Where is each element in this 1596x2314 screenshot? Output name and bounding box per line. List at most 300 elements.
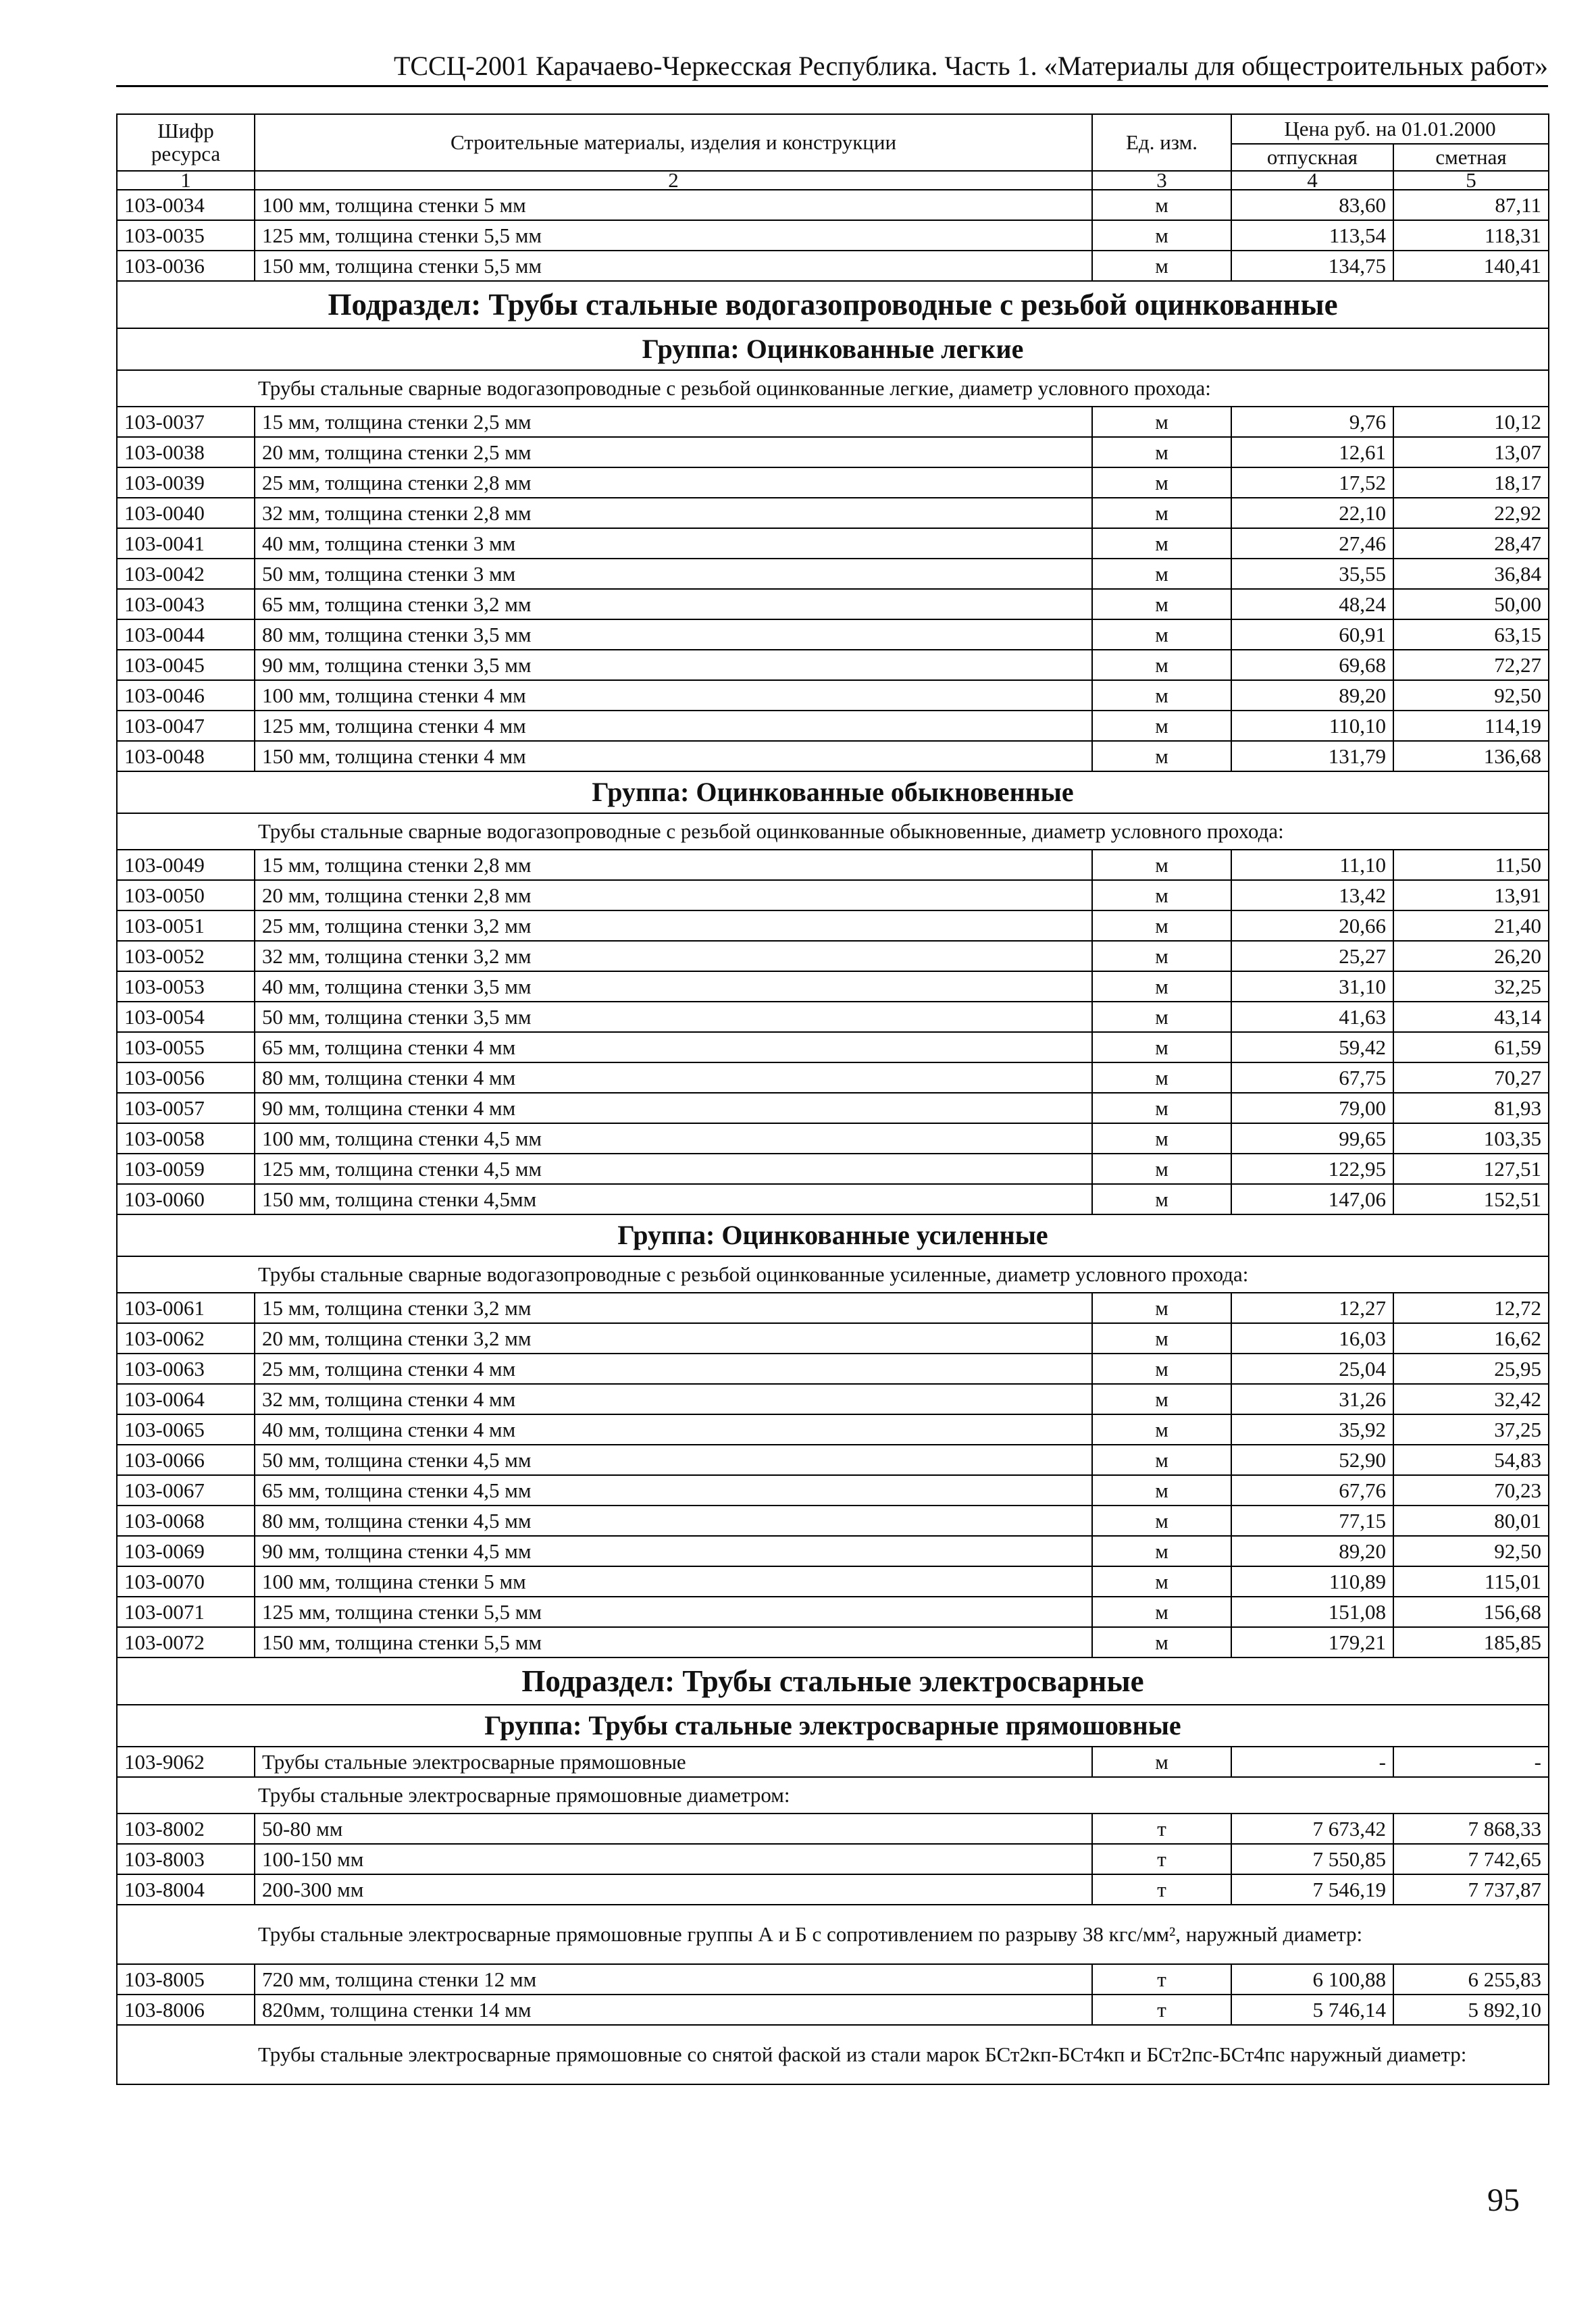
estimate-price: 13,91 <box>1393 880 1549 910</box>
unit-cell: м <box>1092 1123 1231 1154</box>
description-row <box>117 1256 1549 1293</box>
estimate-price: 103,35 <box>1393 1123 1549 1154</box>
estimate-price: 5 892,10 <box>1393 1995 1549 2025</box>
estimate-price: 114,19 <box>1393 711 1549 741</box>
material-name: 40 мм, толщина стенки 3,5 мм <box>255 971 1092 1002</box>
table-row <box>117 1814 1549 1844</box>
release-price: 99,65 <box>1231 1123 1393 1154</box>
page-number: 95 <box>1487 2182 1520 2218</box>
unit-cell: м <box>1092 1062 1231 1093</box>
table-row <box>117 1844 1549 1874</box>
release-price: 122,95 <box>1231 1154 1393 1184</box>
estimate-price: 10,12 <box>1393 407 1549 437</box>
release-price: 151,08 <box>1231 1597 1393 1627</box>
release-price: 69,68 <box>1231 650 1393 680</box>
estimate-price: 26,20 <box>1393 941 1549 971</box>
release-price: 31,10 <box>1231 971 1393 1002</box>
unit-cell: м <box>1092 407 1231 437</box>
resource-code: 103-0044 <box>117 619 255 650</box>
estimate-price: 156,68 <box>1393 1597 1549 1627</box>
release-price: 131,79 <box>1231 741 1393 771</box>
release-price: 27,46 <box>1231 528 1393 559</box>
unit-cell: м <box>1092 1475 1231 1506</box>
material-name: 15 мм, толщина стенки 2,8 мм <box>255 850 1092 880</box>
subsection-row <box>117 1657 1549 1705</box>
material-name: 50 мм, толщина стенки 4,5 мм <box>255 1445 1092 1475</box>
unit-cell: м <box>1092 251 1231 281</box>
resource-code: 103-0061 <box>117 1293 255 1323</box>
description-row <box>117 813 1549 850</box>
resource-code: 103-9062 <box>117 1747 255 1777</box>
resource-code: 103-0057 <box>117 1093 255 1123</box>
description-row <box>117 1905 1549 1964</box>
estimate-price: 7 742,65 <box>1393 1844 1549 1874</box>
release-price: 60,91 <box>1231 619 1393 650</box>
col-number: 5 <box>1393 171 1549 190</box>
material-name: 32 мм, толщина стенки 3,2 мм <box>255 941 1092 971</box>
col-number: 3 <box>1092 171 1231 190</box>
unit-cell: м <box>1092 880 1231 910</box>
estimate-price: 43,14 <box>1393 1002 1549 1032</box>
unit-cell: м <box>1092 650 1231 680</box>
table-body <box>117 190 1549 2084</box>
table-row <box>117 1184 1549 1214</box>
material-name: 25 мм, толщина стенки 4 мм <box>255 1354 1092 1384</box>
estimate-price: - <box>1393 1747 1549 1777</box>
estimate-price: 13,07 <box>1393 437 1549 467</box>
estimate-price: 25,95 <box>1393 1354 1549 1384</box>
estimate-price: 152,51 <box>1393 1184 1549 1214</box>
material-name: 125 мм, толщина стенки 4 мм <box>255 711 1092 741</box>
release-price: 35,55 <box>1231 559 1393 589</box>
table-row <box>117 1354 1549 1384</box>
unit-cell: м <box>1092 467 1231 498</box>
release-price: 12,61 <box>1231 437 1393 467</box>
release-price: 7 546,19 <box>1231 1874 1393 1905</box>
resource-code: 103-0036 <box>117 251 255 281</box>
col-name-header: Строительные материалы, изделия и конструкции <box>255 114 1092 171</box>
table-row <box>117 467 1549 498</box>
estimate-price: 7 868,33 <box>1393 1814 1549 1844</box>
unit-cell: т <box>1092 1995 1231 2025</box>
material-name: Трубы стальные электросварные прямошовные <box>255 1747 1092 1777</box>
material-name: 40 мм, толщина стенки 3 мм <box>255 528 1092 559</box>
unit-cell: м <box>1092 220 1231 251</box>
estimate-price: 28,47 <box>1393 528 1549 559</box>
release-price: 110,10 <box>1231 711 1393 741</box>
resource-code: 103-0035 <box>117 220 255 251</box>
unit-cell: м <box>1092 741 1231 771</box>
resource-code: 103-0039 <box>117 467 255 498</box>
description-row <box>117 1777 1549 1814</box>
release-price: 83,60 <box>1231 190 1393 220</box>
table-row <box>117 1002 1549 1032</box>
col-release-header: отпускная <box>1231 144 1393 171</box>
material-name: 40 мм, толщина стенки 4 мм <box>255 1414 1092 1445</box>
estimate-price: 87,11 <box>1393 190 1549 220</box>
description-text: Трубы стальные сварные водогазопроводные с резьбой оцинкованные усиленные, диаметр условного прохода: <box>117 1256 1549 1293</box>
resource-code: 103-0067 <box>117 1475 255 1506</box>
group-row <box>117 328 1549 370</box>
resource-code: 103-0071 <box>117 1597 255 1627</box>
resource-code: 103-8006 <box>117 1995 255 2025</box>
unit-cell: м <box>1092 1566 1231 1597</box>
unit-cell: м <box>1092 1032 1231 1062</box>
estimate-price: 72,27 <box>1393 650 1549 680</box>
material-name: 100 мм, толщина стенки 4,5 мм <box>255 1123 1092 1154</box>
resource-code: 103-0064 <box>117 1384 255 1414</box>
release-price: - <box>1231 1747 1393 1777</box>
release-price: 22,10 <box>1231 498 1393 528</box>
table-row <box>117 1293 1549 1323</box>
resource-code: 103-0047 <box>117 711 255 741</box>
page-header <box>116 47 1548 87</box>
table-row <box>117 1032 1549 1062</box>
material-name: 50 мм, толщина стенки 3,5 мм <box>255 1002 1092 1032</box>
unit-cell: м <box>1092 528 1231 559</box>
release-price: 7 673,42 <box>1231 1814 1393 1844</box>
resource-code: 103-0051 <box>117 910 255 941</box>
material-name: 20 мм, толщина стенки 2,5 мм <box>255 437 1092 467</box>
material-name: 15 мм, толщина стенки 3,2 мм <box>255 1293 1092 1323</box>
release-price: 52,90 <box>1231 1445 1393 1475</box>
material-name: 32 мм, толщина стенки 4 мм <box>255 1384 1092 1414</box>
description-text: Трубы стальные сварные водогазопроводные с резьбой оцинкованные обыкновенные, диаметр условного прохода: <box>117 813 1549 850</box>
release-price: 13,42 <box>1231 880 1393 910</box>
estimate-price: 115,01 <box>1393 1566 1549 1597</box>
unit-cell: т <box>1092 1814 1231 1844</box>
table-row <box>117 711 1549 741</box>
estimate-price: 36,84 <box>1393 559 1549 589</box>
resource-code: 103-0066 <box>117 1445 255 1475</box>
table-row <box>117 971 1549 1002</box>
unit-cell: м <box>1092 559 1231 589</box>
resource-code: 103-0052 <box>117 941 255 971</box>
unit-cell: м <box>1092 1414 1231 1445</box>
unit-cell: м <box>1092 589 1231 619</box>
release-price: 77,15 <box>1231 1506 1393 1536</box>
group-row <box>117 1705 1549 1747</box>
table-row <box>117 650 1549 680</box>
material-name: 80 мм, толщина стенки 4,5 мм <box>255 1506 1092 1536</box>
resource-code: 103-0068 <box>117 1506 255 1536</box>
resource-code: 103-0042 <box>117 559 255 589</box>
estimate-price: 61,59 <box>1393 1032 1549 1062</box>
description-text: Трубы стальные сварные водогазопроводные с резьбой оцинкованные легкие, диаметр условного прохода: <box>117 370 1549 407</box>
resource-code: 103-0055 <box>117 1032 255 1062</box>
resource-code: 103-0048 <box>117 741 255 771</box>
unit-cell: м <box>1092 1597 1231 1627</box>
resource-code: 103-0037 <box>117 407 255 437</box>
material-name: 50-80 мм <box>255 1814 1092 1844</box>
release-price: 9,76 <box>1231 407 1393 437</box>
release-price: 7 550,85 <box>1231 1844 1393 1874</box>
subsection-title: Подраздел: Трубы стальные водогазопроводные с резьбой оцинкованные <box>117 281 1549 328</box>
col-number: 4 <box>1231 171 1393 190</box>
release-price: 89,20 <box>1231 1536 1393 1566</box>
estimate-price: 16,62 <box>1393 1323 1549 1354</box>
resource-code: 103-0043 <box>117 589 255 619</box>
unit-cell: м <box>1092 1384 1231 1414</box>
table-row <box>117 1154 1549 1184</box>
unit-cell: м <box>1092 971 1231 1002</box>
page-header-title: ТССЦ-2001 Карачаево-Черкесская Республика. Часть 1. «Материалы для общестроительных работ» <box>393 51 1548 81</box>
unit-cell: м <box>1092 1293 1231 1323</box>
table-row <box>117 1093 1549 1123</box>
unit-cell: м <box>1092 1506 1231 1536</box>
table-row <box>117 1445 1549 1475</box>
unit-cell: м <box>1092 1445 1231 1475</box>
unit-cell: м <box>1092 190 1231 220</box>
estimate-price: 18,17 <box>1393 467 1549 498</box>
estimate-price: 127,51 <box>1393 1154 1549 1184</box>
estimate-price: 6 255,83 <box>1393 1964 1549 1995</box>
resource-code: 103-0059 <box>117 1154 255 1184</box>
estimate-price: 32,42 <box>1393 1384 1549 1414</box>
release-price: 48,24 <box>1231 589 1393 619</box>
unit-cell: м <box>1092 1093 1231 1123</box>
material-name: 100-150 мм <box>255 1844 1092 1874</box>
material-name: 65 мм, толщина стенки 4,5 мм <box>255 1475 1092 1506</box>
resource-code: 103-0072 <box>117 1627 255 1657</box>
estimate-price: 70,27 <box>1393 1062 1549 1093</box>
estimate-price: 140,41 <box>1393 251 1549 281</box>
table-row <box>117 589 1549 619</box>
material-name: 15 мм, толщина стенки 2,5 мм <box>255 407 1092 437</box>
release-price: 6 100,88 <box>1231 1964 1393 1995</box>
release-price: 5 746,14 <box>1231 1995 1393 2025</box>
material-name: 125 мм, толщина стенки 5,5 мм <box>255 1597 1092 1627</box>
resource-code: 103-8002 <box>117 1814 255 1844</box>
material-name: 65 мм, толщина стенки 4 мм <box>255 1032 1092 1062</box>
material-name: 90 мм, толщина стенки 3,5 мм <box>255 650 1092 680</box>
resource-code: 103-0045 <box>117 650 255 680</box>
col-code-header: Шифр ресурса <box>117 114 255 171</box>
table-row <box>117 1874 1549 1905</box>
release-price: 147,06 <box>1231 1184 1393 1214</box>
release-price: 113,54 <box>1231 220 1393 251</box>
col-number: 2 <box>255 171 1092 190</box>
table-row <box>117 498 1549 528</box>
material-name: 100 мм, толщина стенки 5 мм <box>255 190 1092 220</box>
description-row <box>117 370 1549 407</box>
material-name: 150 мм, толщина стенки 5,5 мм <box>255 251 1092 281</box>
estimate-price: 22,92 <box>1393 498 1549 528</box>
material-name: 80 мм, толщина стенки 4 мм <box>255 1062 1092 1093</box>
material-name: 80 мм, толщина стенки 3,5 мм <box>255 619 1092 650</box>
material-name: 100 мм, толщина стенки 5 мм <box>255 1566 1092 1597</box>
resource-code: 103-0053 <box>117 971 255 1002</box>
unit-cell: т <box>1092 1874 1231 1905</box>
unit-cell: т <box>1092 1844 1231 1874</box>
material-name: 100 мм, толщина стенки 4 мм <box>255 680 1092 711</box>
material-name: 20 мм, толщина стенки 3,2 мм <box>255 1323 1092 1354</box>
unit-cell: м <box>1092 1354 1231 1384</box>
material-name: 90 мм, толщина стенки 4,5 мм <box>255 1536 1092 1566</box>
col-unit-header: Ед. изм. <box>1092 114 1231 171</box>
subsection-title: Подраздел: Трубы стальные электросварные <box>117 1657 1549 1705</box>
unit-cell: т <box>1092 1964 1231 1995</box>
table-row <box>117 1964 1549 1995</box>
material-name: 90 мм, толщина стенки 4 мм <box>255 1093 1092 1123</box>
resource-code: 103-0041 <box>117 528 255 559</box>
resource-code: 103-0060 <box>117 1184 255 1214</box>
group-row <box>117 1214 1549 1256</box>
resource-code: 103-0065 <box>117 1414 255 1445</box>
resource-code: 103-0034 <box>117 190 255 220</box>
description-text: Трубы стальные электросварные прямошовные диаметром: <box>117 1777 1549 1814</box>
resource-code: 103-0056 <box>117 1062 255 1093</box>
material-name: 50 мм, толщина стенки 3 мм <box>255 559 1092 589</box>
material-name: 150 мм, толщина стенки 5,5 мм <box>255 1627 1092 1657</box>
release-price: 59,42 <box>1231 1032 1393 1062</box>
estimate-price: 12,72 <box>1393 1293 1549 1323</box>
release-price: 25,27 <box>1231 941 1393 971</box>
estimate-price: 185,85 <box>1393 1627 1549 1657</box>
unit-cell: м <box>1092 711 1231 741</box>
release-price: 67,76 <box>1231 1475 1393 1506</box>
group-title: Группа: Оцинкованные усиленные <box>117 1214 1549 1256</box>
group-title: Группа: Оцинкованные обыкновенные <box>117 771 1549 813</box>
unit-cell: м <box>1092 850 1231 880</box>
resource-code: 103-0069 <box>117 1536 255 1566</box>
table-header <box>117 114 1549 190</box>
release-price: 20,66 <box>1231 910 1393 941</box>
release-price: 31,26 <box>1231 1384 1393 1414</box>
release-price: 12,27 <box>1231 1293 1393 1323</box>
resource-code: 103-0070 <box>117 1566 255 1597</box>
material-name: 125 мм, толщина стенки 5,5 мм <box>255 220 1092 251</box>
subsection-row <box>117 281 1549 328</box>
table-row <box>117 1747 1549 1777</box>
group-title: Группа: Оцинкованные легкие <box>117 328 1549 370</box>
unit-cell: м <box>1092 1627 1231 1657</box>
table-row <box>117 437 1549 467</box>
table-row <box>117 680 1549 711</box>
material-name: 125 мм, толщина стенки 4,5 мм <box>255 1154 1092 1184</box>
table-row <box>117 850 1549 880</box>
material-name: 65 мм, толщина стенки 3,2 мм <box>255 589 1092 619</box>
release-price: 16,03 <box>1231 1323 1393 1354</box>
unit-cell: м <box>1092 437 1231 467</box>
table-row <box>117 1627 1549 1657</box>
estimate-price: 11,50 <box>1393 850 1549 880</box>
material-name: 25 мм, толщина стенки 2,8 мм <box>255 467 1092 498</box>
table-row <box>117 910 1549 941</box>
col-estimate-header: сметная <box>1393 144 1549 171</box>
estimate-price: 81,93 <box>1393 1093 1549 1123</box>
unit-cell: м <box>1092 1747 1231 1777</box>
material-name: 150 мм, толщина стенки 4,5мм <box>255 1184 1092 1214</box>
price-table <box>116 113 1549 2085</box>
resource-code: 103-0050 <box>117 880 255 910</box>
unit-cell: м <box>1092 1002 1231 1032</box>
unit-cell: м <box>1092 1536 1231 1566</box>
resource-code: 103-0063 <box>117 1354 255 1384</box>
estimate-price: 21,40 <box>1393 910 1549 941</box>
resource-code: 103-8005 <box>117 1964 255 1995</box>
table-row <box>117 1597 1549 1627</box>
estimate-price: 54,83 <box>1393 1445 1549 1475</box>
col-price-header: Цена руб. на 01.01.2000 <box>1231 114 1549 144</box>
description-text: Трубы стальные электросварные прямошовные группы А и Б с сопротивлением по разрыву 38 кгс/мм², наружный диаметр: <box>117 1905 1549 1964</box>
material-name: 20 мм, толщина стенки 2,8 мм <box>255 880 1092 910</box>
table-row <box>117 741 1549 771</box>
release-price: 134,75 <box>1231 251 1393 281</box>
resource-code: 103-0046 <box>117 680 255 711</box>
material-name: 820мм, толщина стенки 14 мм <box>255 1995 1092 2025</box>
estimate-price: 70,23 <box>1393 1475 1549 1506</box>
table-row <box>117 251 1549 281</box>
release-price: 179,21 <box>1231 1627 1393 1657</box>
unit-cell: м <box>1092 1184 1231 1214</box>
resource-code: 103-8003 <box>117 1844 255 1874</box>
release-price: 25,04 <box>1231 1354 1393 1384</box>
release-price: 41,63 <box>1231 1002 1393 1032</box>
resource-code: 103-0049 <box>117 850 255 880</box>
resource-code: 103-0062 <box>117 1323 255 1354</box>
description-row <box>117 2025 1549 2084</box>
table-row <box>117 1536 1549 1566</box>
table-row <box>117 1123 1549 1154</box>
estimate-price: 32,25 <box>1393 971 1549 1002</box>
release-price: 11,10 <box>1231 850 1393 880</box>
resource-code: 103-0054 <box>117 1002 255 1032</box>
table-row <box>117 220 1549 251</box>
unit-cell: м <box>1092 619 1231 650</box>
resource-code: 103-0058 <box>117 1123 255 1154</box>
release-price: 110,89 <box>1231 1566 1393 1597</box>
estimate-price: 7 737,87 <box>1393 1874 1549 1905</box>
material-name: 720 мм, толщина стенки 12 мм <box>255 1964 1092 1995</box>
estimate-price: 136,68 <box>1393 741 1549 771</box>
estimate-price: 92,50 <box>1393 680 1549 711</box>
table-row <box>117 880 1549 910</box>
resource-code: 103-0038 <box>117 437 255 467</box>
release-price: 35,92 <box>1231 1414 1393 1445</box>
material-name: 25 мм, толщина стенки 3,2 мм <box>255 910 1092 941</box>
table-row <box>117 1414 1549 1445</box>
estimate-price: 37,25 <box>1393 1414 1549 1445</box>
estimate-price: 118,31 <box>1393 220 1549 251</box>
material-name: 32 мм, толщина стенки 2,8 мм <box>255 498 1092 528</box>
col-number: 1 <box>117 171 255 190</box>
unit-cell: м <box>1092 1323 1231 1354</box>
table-row <box>117 559 1549 589</box>
release-price: 17,52 <box>1231 467 1393 498</box>
table-row <box>117 1566 1549 1597</box>
estimate-price: 80,01 <box>1393 1506 1549 1536</box>
group-row <box>117 771 1549 813</box>
description-text: Трубы стальные электросварные прямошовные со снятой фаской из стали марок БСт2кп-БСт4кп и БСт2пс-БСт4пс наружный диаметр: <box>117 2025 1549 2084</box>
resource-code: 103-8004 <box>117 1874 255 1905</box>
unit-cell: м <box>1092 910 1231 941</box>
table-row <box>117 619 1549 650</box>
table-row <box>117 528 1549 559</box>
release-price: 67,75 <box>1231 1062 1393 1093</box>
estimate-price: 50,00 <box>1393 589 1549 619</box>
material-name: 200-300 мм <box>255 1874 1092 1905</box>
table-row <box>117 190 1549 220</box>
material-name: 150 мм, толщина стенки 4 мм <box>255 741 1092 771</box>
table-row <box>117 1323 1549 1354</box>
table-row <box>117 1384 1549 1414</box>
table-row <box>117 1475 1549 1506</box>
unit-cell: м <box>1092 498 1231 528</box>
table-row <box>117 1062 1549 1093</box>
release-price: 89,20 <box>1231 680 1393 711</box>
release-price: 79,00 <box>1231 1093 1393 1123</box>
